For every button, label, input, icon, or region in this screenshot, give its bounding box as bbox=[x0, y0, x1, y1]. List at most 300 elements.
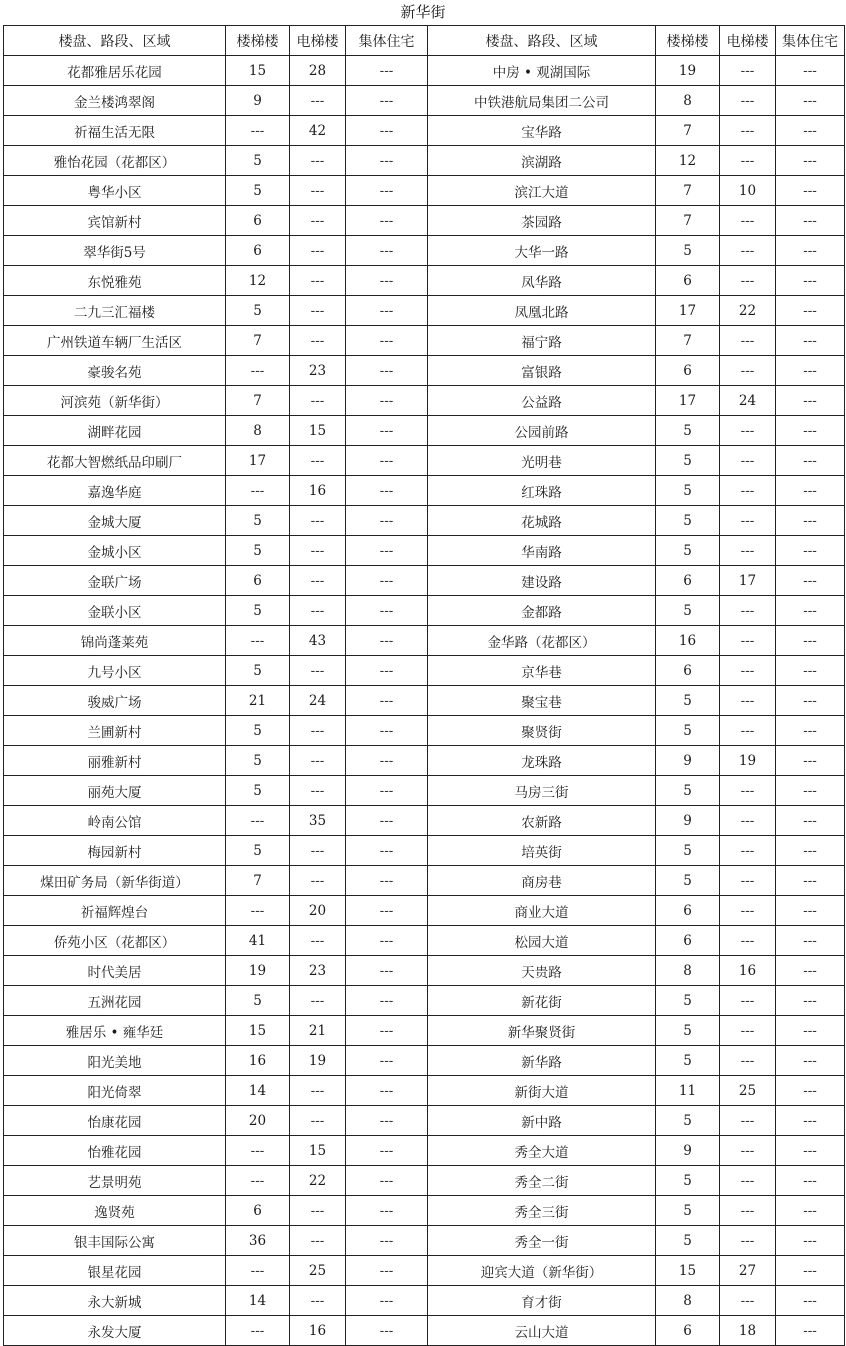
cell-collective-left: --- bbox=[346, 116, 428, 146]
cell-elevator-right: --- bbox=[720, 536, 776, 566]
cell-elevator-right: --- bbox=[720, 1046, 776, 1076]
cell-collective-right: --- bbox=[776, 386, 845, 416]
cell-stair-left: 6 bbox=[226, 566, 290, 596]
cell-stair-right: 6 bbox=[656, 896, 720, 926]
cell-collective-left: --- bbox=[346, 1286, 428, 1316]
cell-stair-left: 5 bbox=[226, 716, 290, 746]
cell-collective-left: --- bbox=[346, 1316, 428, 1346]
cell-collective-right: --- bbox=[776, 176, 845, 206]
table-row bbox=[4, 176, 845, 206]
cell-stair-right: 5 bbox=[656, 866, 720, 896]
cell-elevator-right: --- bbox=[720, 716, 776, 746]
cell-area-left: 豪骏名苑 bbox=[4, 356, 226, 386]
cell-area-right: 天贵路 bbox=[428, 956, 656, 986]
cell-stair-left: 5 bbox=[226, 986, 290, 1016]
cell-stair-right: 19 bbox=[656, 56, 720, 86]
cell-collective-left: --- bbox=[346, 806, 428, 836]
cell-elevator-left: --- bbox=[290, 1106, 346, 1136]
cell-stair-left: 21 bbox=[226, 686, 290, 716]
cell-stair-right: 5 bbox=[656, 776, 720, 806]
cell-elevator-right: 16 bbox=[720, 956, 776, 986]
cell-collective-left: --- bbox=[346, 1196, 428, 1226]
header-collective-left: 集体住宅 bbox=[346, 26, 428, 56]
table-row bbox=[4, 1016, 845, 1046]
cell-stair-left: --- bbox=[226, 1136, 290, 1166]
cell-stair-right: 5 bbox=[656, 1106, 720, 1136]
cell-collective-right: --- bbox=[776, 1286, 845, 1316]
cell-collective-right: --- bbox=[776, 446, 845, 476]
cell-area-right: 滨湖路 bbox=[428, 146, 656, 176]
cell-stair-right: 8 bbox=[656, 1286, 720, 1316]
cell-stair-right: 12 bbox=[656, 146, 720, 176]
cell-collective-left: --- bbox=[346, 236, 428, 266]
cell-stair-left: --- bbox=[226, 476, 290, 506]
cell-area-right: 金华路（花都区） bbox=[428, 626, 656, 656]
cell-elevator-right: --- bbox=[720, 1196, 776, 1226]
cell-area-left: 丽雅新村 bbox=[4, 746, 226, 776]
cell-elevator-right: 18 bbox=[720, 1316, 776, 1346]
cell-stair-left: 6 bbox=[226, 206, 290, 236]
cell-area-right: 金都路 bbox=[428, 596, 656, 626]
cell-collective-right: --- bbox=[776, 1166, 845, 1196]
cell-area-right: 聚贤街 bbox=[428, 716, 656, 746]
table-row bbox=[4, 686, 845, 716]
cell-elevator-left: --- bbox=[290, 206, 346, 236]
cell-collective-left: --- bbox=[346, 566, 428, 596]
cell-stair-left: 15 bbox=[226, 1016, 290, 1046]
cell-elevator-right: --- bbox=[720, 596, 776, 626]
cell-elevator-left: --- bbox=[290, 86, 346, 116]
cell-area-left: 怡康花园 bbox=[4, 1106, 226, 1136]
cell-stair-right: 5 bbox=[656, 446, 720, 476]
cell-elevator-left: --- bbox=[290, 146, 346, 176]
cell-elevator-right: --- bbox=[720, 56, 776, 86]
cell-collective-left: --- bbox=[346, 296, 428, 326]
cell-stair-left: --- bbox=[226, 806, 290, 836]
cell-stair-left: 7 bbox=[226, 386, 290, 416]
cell-elevator-right: --- bbox=[720, 446, 776, 476]
cell-elevator-left: 43 bbox=[290, 626, 346, 656]
cell-area-right: 中铁港航局集团二公司 bbox=[428, 86, 656, 116]
cell-area-right: 龙珠路 bbox=[428, 746, 656, 776]
cell-area-left: 银丰国际公寓 bbox=[4, 1226, 226, 1256]
cell-collective-right: --- bbox=[776, 686, 845, 716]
cell-stair-right: 6 bbox=[656, 656, 720, 686]
cell-area-left: 九号小区 bbox=[4, 656, 226, 686]
cell-elevator-left: --- bbox=[290, 536, 346, 566]
cell-collective-left: --- bbox=[346, 1136, 428, 1166]
cell-area-right: 茶园路 bbox=[428, 206, 656, 236]
cell-collective-left: --- bbox=[346, 1226, 428, 1256]
table-row bbox=[4, 1136, 845, 1166]
cell-area-right: 新中路 bbox=[428, 1106, 656, 1136]
cell-area-left: 金城小区 bbox=[4, 536, 226, 566]
cell-area-left: 二九三汇福楼 bbox=[4, 296, 226, 326]
cell-collective-left: --- bbox=[346, 1046, 428, 1076]
cell-collective-left: --- bbox=[346, 446, 428, 476]
table-row bbox=[4, 1256, 845, 1286]
cell-area-right: 新花街 bbox=[428, 986, 656, 1016]
table-row bbox=[4, 776, 845, 806]
cell-collective-right: --- bbox=[776, 1016, 845, 1046]
cell-elevator-right: --- bbox=[720, 476, 776, 506]
cell-area-left: 阳光倚翠 bbox=[4, 1076, 226, 1106]
cell-collective-left: --- bbox=[346, 506, 428, 536]
cell-area-right: 中房 • 观湖国际 bbox=[428, 56, 656, 86]
cell-collective-left: --- bbox=[346, 596, 428, 626]
cell-area-right: 商业大道 bbox=[428, 896, 656, 926]
table-row bbox=[4, 626, 845, 656]
cell-elevator-left: --- bbox=[290, 326, 346, 356]
cell-stair-right: 7 bbox=[656, 116, 720, 146]
table-row bbox=[4, 806, 845, 836]
cell-stair-left: --- bbox=[226, 626, 290, 656]
cell-stair-left: 14 bbox=[226, 1076, 290, 1106]
cell-elevator-left: --- bbox=[290, 446, 346, 476]
cell-elevator-right: 27 bbox=[720, 1256, 776, 1286]
cell-stair-left: 5 bbox=[226, 506, 290, 536]
cell-area-right: 京华巷 bbox=[428, 656, 656, 686]
cell-collective-left: --- bbox=[346, 1166, 428, 1196]
cell-collective-right: --- bbox=[776, 416, 845, 446]
cell-area-left: 嘉逸华庭 bbox=[4, 476, 226, 506]
header-stair-left: 楼梯楼 bbox=[226, 26, 290, 56]
cell-area-right: 秀全二街 bbox=[428, 1166, 656, 1196]
cell-stair-left: 5 bbox=[226, 536, 290, 566]
cell-collective-right: --- bbox=[776, 1076, 845, 1106]
cell-stair-left: 19 bbox=[226, 956, 290, 986]
cell-collective-left: --- bbox=[346, 266, 428, 296]
table-row bbox=[4, 1166, 845, 1196]
cell-elevator-left: --- bbox=[290, 1226, 346, 1256]
cell-collective-right: --- bbox=[776, 476, 845, 506]
cell-stair-left: 5 bbox=[226, 836, 290, 866]
cell-stair-left: --- bbox=[226, 1316, 290, 1346]
table-row bbox=[4, 1286, 845, 1316]
cell-collective-left: --- bbox=[346, 206, 428, 236]
cell-stair-right: 5 bbox=[656, 236, 720, 266]
table-row bbox=[4, 476, 845, 506]
cell-elevator-right: --- bbox=[720, 836, 776, 866]
cell-elevator-left: 19 bbox=[290, 1046, 346, 1076]
cell-area-left: 广州铁道车辆厂生活区 bbox=[4, 326, 226, 356]
table-row bbox=[4, 1076, 845, 1106]
cell-elevator-left: --- bbox=[290, 986, 346, 1016]
cell-collective-left: --- bbox=[346, 896, 428, 926]
cell-collective-right: --- bbox=[776, 926, 845, 956]
cell-elevator-left: 28 bbox=[290, 56, 346, 86]
cell-collective-right: --- bbox=[776, 536, 845, 566]
cell-area-right: 商房巷 bbox=[428, 866, 656, 896]
cell-collective-left: --- bbox=[346, 86, 428, 116]
cell-area-left: 兰圃新村 bbox=[4, 716, 226, 746]
cell-stair-left: --- bbox=[226, 1166, 290, 1196]
cell-area-left: 五洲花园 bbox=[4, 986, 226, 1016]
cell-collective-left: --- bbox=[346, 656, 428, 686]
cell-area-right: 聚宝巷 bbox=[428, 686, 656, 716]
cell-area-right: 云山大道 bbox=[428, 1316, 656, 1346]
cell-elevator-left: 35 bbox=[290, 806, 346, 836]
cell-stair-right: 5 bbox=[656, 416, 720, 446]
cell-area-left: 时代美居 bbox=[4, 956, 226, 986]
cell-area-right: 宝华路 bbox=[428, 116, 656, 146]
cell-stair-left: 36 bbox=[226, 1226, 290, 1256]
cell-area-left: 祈福辉煌台 bbox=[4, 896, 226, 926]
cell-area-right: 培英街 bbox=[428, 836, 656, 866]
cell-collective-right: --- bbox=[776, 836, 845, 866]
cell-stair-right: 7 bbox=[656, 326, 720, 356]
cell-stair-left: 17 bbox=[226, 446, 290, 476]
table-row bbox=[4, 866, 845, 896]
cell-area-right: 新华聚贤街 bbox=[428, 1016, 656, 1046]
cell-collective-right: --- bbox=[776, 716, 845, 746]
table-row bbox=[4, 1196, 845, 1226]
cell-elevator-left: 24 bbox=[290, 686, 346, 716]
cell-elevator-left: --- bbox=[290, 1196, 346, 1226]
cell-collective-left: --- bbox=[346, 686, 428, 716]
cell-collective-right: --- bbox=[776, 1256, 845, 1286]
cell-stair-right: 9 bbox=[656, 806, 720, 836]
cell-collective-right: --- bbox=[776, 1226, 845, 1256]
cell-area-right: 新街大道 bbox=[428, 1076, 656, 1106]
table-row bbox=[4, 536, 845, 566]
cell-stair-left: 5 bbox=[226, 596, 290, 626]
cell-area-right: 福宁路 bbox=[428, 326, 656, 356]
cell-stair-left: 8 bbox=[226, 416, 290, 446]
cell-elevator-left: --- bbox=[290, 1286, 346, 1316]
table-row bbox=[4, 896, 845, 926]
cell-elevator-right: --- bbox=[720, 416, 776, 446]
cell-stair-right: 7 bbox=[656, 176, 720, 206]
cell-area-right: 秀全三街 bbox=[428, 1196, 656, 1226]
cell-collective-right: --- bbox=[776, 116, 845, 146]
cell-collective-right: --- bbox=[776, 1136, 845, 1166]
cell-stair-right: 5 bbox=[656, 1046, 720, 1076]
cell-elevator-left: --- bbox=[290, 656, 346, 686]
cell-elevator-left: --- bbox=[290, 596, 346, 626]
cell-collective-left: --- bbox=[346, 716, 428, 746]
table-row bbox=[4, 1106, 845, 1136]
cell-elevator-left: 23 bbox=[290, 956, 346, 986]
cell-area-left: 金联小区 bbox=[4, 596, 226, 626]
cell-elevator-right: --- bbox=[720, 146, 776, 176]
cell-stair-left: 14 bbox=[226, 1286, 290, 1316]
cell-elevator-right: --- bbox=[720, 896, 776, 926]
cell-area-right: 公园前路 bbox=[428, 416, 656, 446]
cell-area-right: 花城路 bbox=[428, 506, 656, 536]
cell-stair-left: 5 bbox=[226, 776, 290, 806]
cell-elevator-left: --- bbox=[290, 506, 346, 536]
table-row bbox=[4, 986, 845, 1016]
cell-stair-right: 17 bbox=[656, 296, 720, 326]
table-row bbox=[4, 326, 845, 356]
table-row bbox=[4, 266, 845, 296]
cell-collective-left: --- bbox=[346, 836, 428, 866]
cell-collective-right: --- bbox=[776, 626, 845, 656]
cell-stair-right: 6 bbox=[656, 266, 720, 296]
cell-collective-left: --- bbox=[346, 986, 428, 1016]
table-row bbox=[4, 926, 845, 956]
cell-stair-left: 5 bbox=[226, 296, 290, 326]
header-row bbox=[4, 26, 845, 56]
cell-elevator-right: 17 bbox=[720, 566, 776, 596]
cell-stair-right: 5 bbox=[656, 536, 720, 566]
cell-elevator-right: --- bbox=[720, 1106, 776, 1136]
table-row bbox=[4, 1226, 845, 1256]
cell-collective-left: --- bbox=[346, 626, 428, 656]
cell-area-left: 金联广场 bbox=[4, 566, 226, 596]
cell-elevator-left: 42 bbox=[290, 116, 346, 146]
cell-collective-left: --- bbox=[346, 866, 428, 896]
cell-area-right: 公益路 bbox=[428, 386, 656, 416]
cell-area-left: 怡雅花园 bbox=[4, 1136, 226, 1166]
cell-elevator-right: --- bbox=[720, 1136, 776, 1166]
cell-elevator-right: --- bbox=[720, 266, 776, 296]
cell-collective-right: --- bbox=[776, 506, 845, 536]
table-row bbox=[4, 716, 845, 746]
cell-collective-left: --- bbox=[346, 536, 428, 566]
table-row bbox=[4, 656, 845, 686]
cell-stair-left: --- bbox=[226, 1256, 290, 1286]
cell-collective-right: --- bbox=[776, 296, 845, 326]
cell-area-right: 育才街 bbox=[428, 1286, 656, 1316]
cell-elevator-right: 22 bbox=[720, 296, 776, 326]
cell-collective-left: --- bbox=[346, 146, 428, 176]
cell-elevator-right: --- bbox=[720, 1286, 776, 1316]
cell-stair-left: 5 bbox=[226, 746, 290, 776]
cell-collective-left: --- bbox=[346, 176, 428, 206]
cell-area-right: 松园大道 bbox=[428, 926, 656, 956]
cell-collective-right: --- bbox=[776, 356, 845, 386]
cell-stair-left: 41 bbox=[226, 926, 290, 956]
cell-elevator-left: 23 bbox=[290, 356, 346, 386]
cell-collective-right: --- bbox=[776, 566, 845, 596]
cell-elevator-right: 24 bbox=[720, 386, 776, 416]
cell-elevator-right: --- bbox=[720, 806, 776, 836]
cell-elevator-left: 15 bbox=[290, 1136, 346, 1166]
cell-collective-right: --- bbox=[776, 806, 845, 836]
cell-area-right: 建设路 bbox=[428, 566, 656, 596]
cell-elevator-right: --- bbox=[720, 116, 776, 146]
cell-area-left: 宾馆新村 bbox=[4, 206, 226, 236]
cell-elevator-left: --- bbox=[290, 746, 346, 776]
header-elevator-right: 电梯楼 bbox=[720, 26, 776, 56]
cell-stair-left: --- bbox=[226, 116, 290, 146]
table-row bbox=[4, 386, 845, 416]
cell-stair-right: 8 bbox=[656, 956, 720, 986]
table-row bbox=[4, 416, 845, 446]
cell-stair-left: 12 bbox=[226, 266, 290, 296]
cell-elevator-right: --- bbox=[720, 86, 776, 116]
cell-collective-right: --- bbox=[776, 326, 845, 356]
cell-collective-left: --- bbox=[346, 1256, 428, 1286]
cell-elevator-right: --- bbox=[720, 686, 776, 716]
cell-area-right: 秀全一街 bbox=[428, 1226, 656, 1256]
cell-area-right: 光明巷 bbox=[428, 446, 656, 476]
cell-elevator-left: --- bbox=[290, 176, 346, 206]
cell-elevator-left: 25 bbox=[290, 1256, 346, 1286]
cell-area-left: 粤华小区 bbox=[4, 176, 226, 206]
cell-collective-right: --- bbox=[776, 1046, 845, 1076]
table-row bbox=[4, 1316, 845, 1346]
cell-collective-left: --- bbox=[346, 326, 428, 356]
sheet-title: 新华街 bbox=[400, 3, 446, 21]
cell-area-left: 梅园新村 bbox=[4, 836, 226, 866]
header-elevator-left: 电梯楼 bbox=[290, 26, 346, 56]
cell-collective-left: --- bbox=[346, 776, 428, 806]
cell-elevator-left: --- bbox=[290, 716, 346, 746]
cell-area-left: 金城大厦 bbox=[4, 506, 226, 536]
cell-collective-right: --- bbox=[776, 266, 845, 296]
cell-collective-left: --- bbox=[346, 1016, 428, 1046]
cell-elevator-left: --- bbox=[290, 926, 346, 956]
cell-stair-right: 5 bbox=[656, 986, 720, 1016]
cell-stair-right: 5 bbox=[656, 836, 720, 866]
cell-elevator-left: 15 bbox=[290, 416, 346, 446]
cell-elevator-right: --- bbox=[720, 236, 776, 266]
cell-collective-left: --- bbox=[346, 956, 428, 986]
cell-area-left: 雅怡花园（花都区） bbox=[4, 146, 226, 176]
cell-collective-right: --- bbox=[776, 746, 845, 776]
cell-elevator-right: --- bbox=[720, 926, 776, 956]
table-row bbox=[4, 446, 845, 476]
cell-area-left: 骏威广场 bbox=[4, 686, 226, 716]
cell-area-right: 凤华路 bbox=[428, 266, 656, 296]
cell-stair-right: 8 bbox=[656, 86, 720, 116]
cell-stair-right: 5 bbox=[656, 1166, 720, 1196]
cell-stair-right: 16 bbox=[656, 626, 720, 656]
cell-stair-right: 6 bbox=[656, 1316, 720, 1346]
table-row bbox=[4, 1046, 845, 1076]
cell-elevator-left: --- bbox=[290, 776, 346, 806]
cell-elevator-right: --- bbox=[720, 656, 776, 686]
cell-area-left: 湖畔花园 bbox=[4, 416, 226, 446]
cell-stair-right: 5 bbox=[656, 1016, 720, 1046]
cell-elevator-left: 22 bbox=[290, 1166, 346, 1196]
cell-stair-right: 6 bbox=[656, 926, 720, 956]
cell-area-left: 祈福生活无限 bbox=[4, 116, 226, 146]
cell-area-right: 红珠路 bbox=[428, 476, 656, 506]
table-row bbox=[4, 956, 845, 986]
cell-stair-left: 15 bbox=[226, 56, 290, 86]
cell-elevator-right: --- bbox=[720, 326, 776, 356]
cell-elevator-right: --- bbox=[720, 1166, 776, 1196]
cell-collective-right: --- bbox=[776, 1106, 845, 1136]
cell-stair-left: 7 bbox=[226, 326, 290, 356]
cell-stair-right: 6 bbox=[656, 356, 720, 386]
header-collective-right: 集体住宅 bbox=[776, 26, 845, 56]
housing-table bbox=[3, 25, 845, 1346]
cell-elevator-left: --- bbox=[290, 266, 346, 296]
table-row bbox=[4, 506, 845, 536]
cell-elevator-left: 21 bbox=[290, 1016, 346, 1046]
cell-collective-right: --- bbox=[776, 896, 845, 926]
cell-area-right: 富银路 bbox=[428, 356, 656, 386]
cell-elevator-right: --- bbox=[720, 866, 776, 896]
header-area-left: 楼盘、路段、区域 bbox=[4, 26, 226, 56]
cell-collective-right: --- bbox=[776, 776, 845, 806]
header-area-right: 楼盘、路段、区域 bbox=[428, 26, 656, 56]
cell-elevator-right: --- bbox=[720, 1226, 776, 1256]
cell-area-left: 东悦雅苑 bbox=[4, 266, 226, 296]
cell-collective-right: --- bbox=[776, 146, 845, 176]
cell-area-left: 永发大厦 bbox=[4, 1316, 226, 1346]
cell-collective-right: --- bbox=[776, 56, 845, 86]
cell-area-left: 永大新城 bbox=[4, 1286, 226, 1316]
cell-elevator-right: 25 bbox=[720, 1076, 776, 1106]
cell-elevator-left: --- bbox=[290, 866, 346, 896]
cell-collective-left: --- bbox=[346, 356, 428, 386]
